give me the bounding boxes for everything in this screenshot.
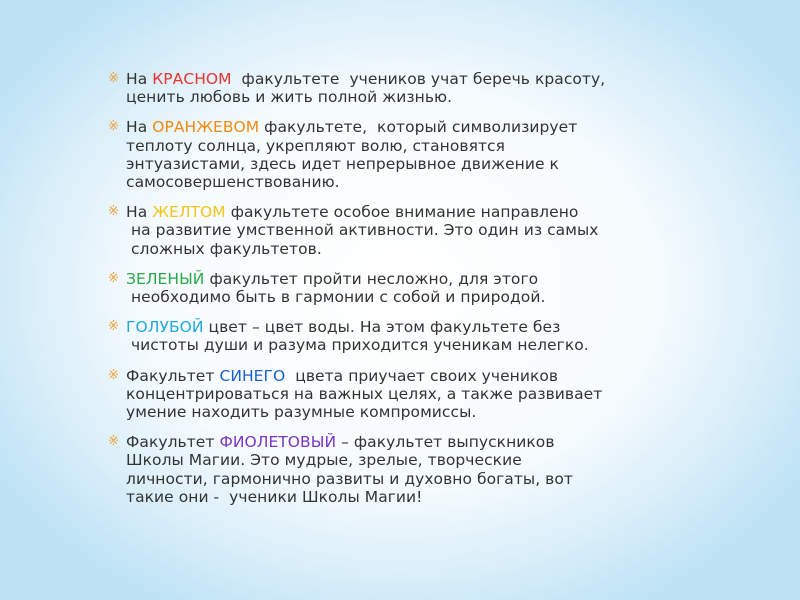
text-line [126, 367, 664, 385]
text-segment: Факультет [126, 366, 220, 385]
list-item-text [126, 318, 664, 354]
text-segment: факультете особое внимание направлено [225, 203, 579, 222]
bullet-icon: ※ [108, 270, 119, 286]
text-segment: цвет – цвет воды. На этом факультете без [203, 318, 561, 337]
bullet-icon: ※ [108, 204, 119, 220]
list-item-text [126, 367, 664, 422]
text-segment: – факультет выпускников [336, 433, 555, 452]
text-line [126, 318, 664, 336]
text-line [126, 70, 664, 88]
text-segment: энтуазистами, здесь идет непрерывное движение к [126, 154, 559, 173]
text-line [126, 240, 664, 258]
bullet-icon: ※ [108, 71, 119, 86]
text-segment: Факультет [126, 433, 220, 452]
list-item-text [126, 433, 664, 506]
text-line [126, 403, 664, 421]
text-segment: ценить любовь и жить полной жизнью. [126, 88, 453, 107]
text-line [126, 137, 664, 155]
text-segment: на развитие умственной активности. Это один из самых [126, 221, 599, 240]
list-item [104, 318, 664, 354]
text-line [126, 488, 664, 506]
text-segment: чистоты души и разума приходится ученикам нелегко. [126, 336, 589, 355]
faculty-color-word: ГОЛУБОЙ [126, 318, 204, 337]
text-segment: Школы Магии. Это мудрые, зрелые, творческие [126, 451, 522, 470]
list-item [104, 270, 664, 306]
text-line [126, 385, 664, 403]
text-line [126, 470, 664, 488]
text-segment: теплоту солнца, укрепляют волю, становятся [126, 136, 505, 155]
text-line [126, 118, 664, 136]
list-item [104, 70, 664, 106]
bullet-icon: ※ [108, 119, 119, 135]
list-item [104, 433, 664, 506]
text-line [126, 155, 664, 173]
list-item-text [126, 270, 664, 306]
bullet-icon: ※ [108, 367, 119, 383]
text-segment: факультет пройти несложно, для этого [204, 269, 539, 288]
text-line [126, 173, 664, 191]
text-segment: умение находить разумные компромиссы. [126, 403, 477, 422]
text-segment: самосовершенствованию. [126, 173, 340, 192]
text-segment: такие они - ученики Школы Магии! [126, 487, 423, 506]
list-item-text [126, 70, 664, 106]
text-segment: концентрироваться на важных целях, а также развивает [126, 384, 603, 403]
text-line [126, 336, 664, 354]
list-item-text [126, 203, 664, 258]
faculty-color-word: КРАСНОМ [152, 70, 232, 88]
text-line [126, 288, 664, 306]
text-segment: На [126, 118, 153, 137]
bullet-icon: ※ [108, 319, 119, 335]
list-item [104, 118, 664, 191]
faculty-color-word: ЗЕЛЕНЫЙ [126, 269, 205, 288]
text-line [126, 451, 664, 469]
text-line [126, 433, 664, 451]
text-segment: сложных факультетов. [126, 239, 322, 258]
text-segment: факультете учеников учат беречь красоту, [231, 70, 606, 88]
faculty-color-word: ОРАНЖЕВОМ [152, 118, 260, 137]
text-line [126, 270, 664, 288]
text-segment: На [126, 70, 153, 88]
text-segment: необходимо быть в гармонии с собой и природой. [126, 288, 546, 307]
text-line [126, 221, 664, 239]
faculty-color-word: ЖЕЛТОМ [152, 203, 226, 222]
text-line [126, 88, 664, 106]
list-item [104, 367, 664, 422]
text-segment: На [126, 203, 153, 222]
bullet-icon: ※ [108, 434, 119, 450]
list-item [104, 203, 664, 258]
list-item-text [126, 118, 664, 191]
faculty-color-word: СИНЕГО [219, 366, 286, 385]
text-line [126, 203, 664, 221]
text-segment: цвета приучает своих учеников [285, 366, 559, 385]
bullet-list [104, 70, 664, 518]
text-segment: факультете, который символизирует [259, 118, 578, 137]
faculty-color-word: ФИОЛЕТОВЫЙ [219, 433, 337, 452]
text-segment: личности, гармонично развиты и духовно богаты, вот [126, 469, 573, 488]
